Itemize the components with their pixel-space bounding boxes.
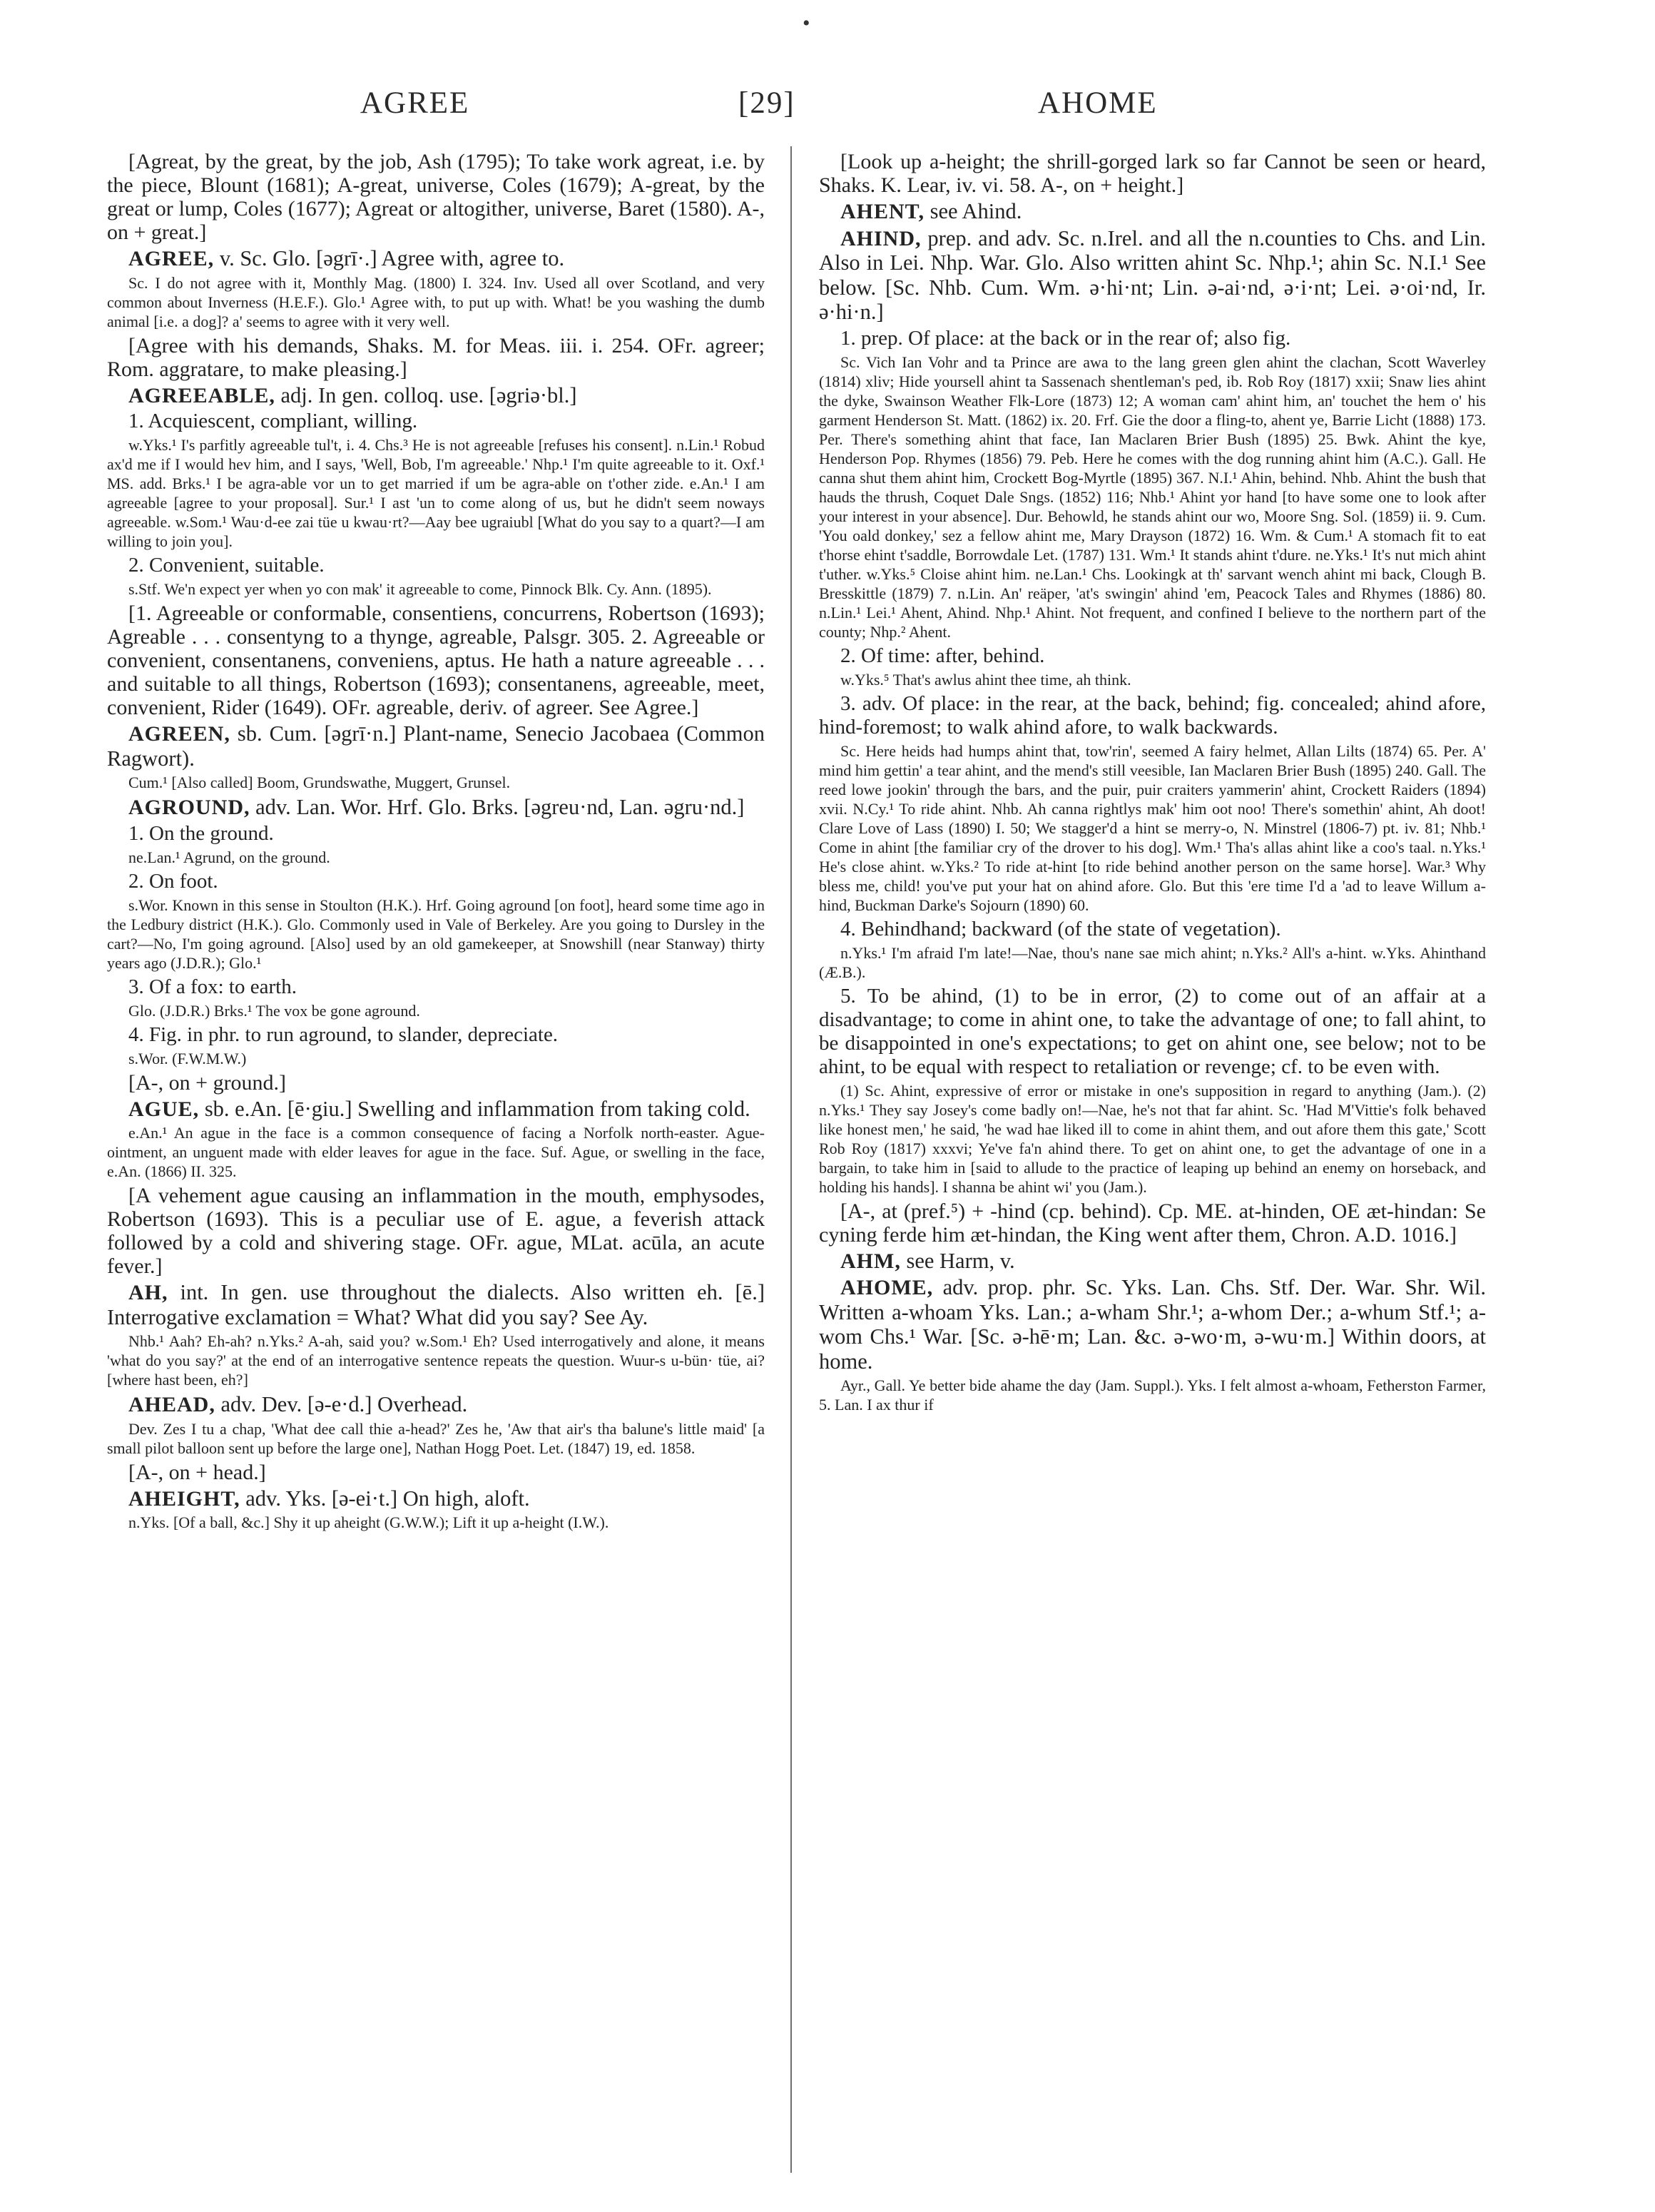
- entry-definition: adv. prop. phr. Sc. Yks. Lan. Chs. Stf. Der. War. Shr. Wil. Written a-whoam Yks. Lan.; a-wham Shr.¹; a-whom Der.; a-whum Stf.¹; a-wom Chs.¹ War. [Sc. ə-hē·m; Lan. &c. ə-wo·m, ə-wu·m.] Within doors, at home.: [819, 1275, 1486, 1374]
- sense-definition: 5. To be ahind, (1) to be in error, (2) to come out of an affair at a disadvantage; to come in ahint one, to take the advantage of one; to fall ahint, to be disappointed in one's expectations; to get on ahint one, see below; not to be ahint, to be equal with respect to retaliation or revenge; cf. to be even with.: [819, 984, 1486, 1078]
- headword: AGREEABLE,: [128, 383, 275, 407]
- quotation-block: s.Wor. Known in this sense in Stoulton (H.K.). Hrf. Going aground [on foot], heard some time ago in the Ledbury district (H.K.). Glo. Commonly used in Vale of Berkeley. Are you going to Dursley in the cart?—No, I'm going aground. [Also] used by an old gamekeeper, at Snowshill (near Stanway) thirty years ago (J.D.R.); Glo.¹: [107, 896, 765, 972]
- quotation-block: ne.Lan.¹ Agrund, on the ground.: [128, 848, 330, 866]
- sense-definition: 2. On foot.: [128, 869, 218, 893]
- sense-definition: 4. Fig. in phr. to run aground, to slander, depreciate.: [128, 1023, 559, 1046]
- entry-definition: adv. Lan. Wor. Hrf. Glo. Brks. [əgreu·nd, Lan. əgru·nd.]: [250, 795, 745, 819]
- dictionary-entry: [107, 795, 765, 820]
- header-first-headword: AGREE: [360, 86, 470, 120]
- quotation-block: w.Yks.¹ I's parfitly agreeable tul't, i. 4. Chs.³ He is not agreeable [refuses his consent]. n.Lin.¹ Robud ax'd me if I would hev him, and I says, 'Well, Bob, I'm agreeable.' Nhp.¹ I'm quite agreeable to it. Oxf.¹ MS. add. Brks.¹ I be agra-able vor un to get married if um be agra-able on t'other zide. e.An.¹ I am agreeable [agree to your proposal]. Sur.¹ I ast 'un to come along of us, but he didn't seem noways agreeable. w.Som.¹ Wau·d-ee zai tüe u kwau·rt?—Aay bee ugraiubl [What do you say to a quart?—I am willing to join you].: [107, 436, 765, 550]
- dictionary-entry: [819, 1249, 1486, 1274]
- entry-definition: see Ahind.: [924, 199, 1022, 223]
- page-speck: •: [803, 11, 810, 35]
- entry-definition: v. Sc. Glo. [əgrī·.] Agree with, agree to.: [214, 246, 565, 270]
- quotation-block: (1) Sc. Ahint, expressive of error or mistake in one's supposition in regard to anything (Jam.). (2) n.Yks.¹ They say Josey's come badly on!—Nae, he's not that far ahint. Sc. 'Had M'Vittie's folk behaved like honest men,' he said, 'he wad hae liked ill to come in ahint them, and out afore them this gate,' Scott Rob Roy (1817) xxxvi; Ye've fa'n ahind there. To get on ahint one, to get the advantage of one in a bargain, to take him in [said to allude to the practice of leaping up behind an enemy on horseback, and holding his hands]. I shanna be ahint wi' you (Jam.).: [819, 1081, 1486, 1196]
- headword: AGROUND,: [128, 796, 250, 819]
- dictionary-entry: [107, 1486, 765, 1511]
- dictionary-entry: [107, 1097, 765, 1122]
- dictionary-entry: [107, 721, 765, 771]
- quotation-block: Ayr., Gall. Ye better bide ahame the day (Jam. Suppl.). Yks. I felt almost a-whoam, Fetherston Farmer, 5. Lan. I ax thur if: [819, 1376, 1486, 1414]
- entry-definition: adv. Dev. [ə-e·d.] Overhead.: [215, 1392, 468, 1416]
- right-column: [819, 150, 1486, 2169]
- headword: AGUE,: [128, 1097, 200, 1121]
- etymology-note: [Agreat, by the great, by the job, Ash (1795); To take work agreat, i.e. by the piece, Blount (1681); A-great, universe, Coles (1679); A-great, by the great or lump, Coles (1677); Agreat or altogither, universe, Baret (1580). A-, on + great.]: [107, 150, 765, 244]
- dictionary-entry: [819, 199, 1486, 224]
- quotation-block: Glo. (J.D.R.) Brks.¹ The vox be gone aground.: [128, 1001, 420, 1020]
- entry-definition: adv. Yks. [ə-ei·t.] On high, aloft.: [240, 1486, 530, 1511]
- entry-definition: see Harm, v.: [900, 1248, 1015, 1273]
- quotation-block: Sc. I do not agree with it, Monthly Mag. (1800) I. 324. Inv. Used all over Scotland, and very common about Inverness (H.E.F.). Glo.¹ Agree with, to put up with. What! be you washing the dumb animal [i.e. a dog]? a' seems to agree with it very well.: [107, 273, 765, 330]
- entry-definition: prep. and adv. Sc. n.Irel. and all the n.counties to Chs. and Lin. Also in Lei. Nhp. War. Glo. Also written ahint Sc. Nhp.¹; ahin Sc. N.I.¹ See below. [Sc. Nhb. Cum. Wm. ə·hi·nt; Lin. ə-ai·nd, ə·i·nt; Lei. ə·oi·nd, Ir. ə·hi·n.]: [819, 225, 1486, 324]
- header-page-number: [29]: [738, 86, 795, 120]
- sense-definition: 4. Behindhand; backward (of the state of vegetation).: [840, 917, 1281, 940]
- etymology-note: [A vehement ague causing an inflammation in the mouth, emphysodes, Robertson (1693). This is a peculiar use of E. ague, a feverish attack followed by a cold and shivering stage. OFr. ague, MLat. acūla, an acute fever.]: [107, 1184, 765, 1278]
- quotation-block: n.Yks.¹ I'm afraid I'm late!—Nae, thou's nane sae mich ahint; n.Yks.² All's a-hint. w.Yks. Ahinthand (Æ.B.).: [819, 943, 1486, 981]
- etymology-note: [1. Agreeable or conformable, consentiens, concurrens, Robertson (1693); Agreable . . . consentyng to a thynge, agreable, Palsgr. 305. 2. Agreeable or convenient, consentanens, conveniens, aptus. He hath a nature agreeable . . . and suitable to all things, Robertson (1693); consentanens, agreeable, meet, convenient, Rider (1649). OFr. agreable, deriv. of agreer. See Agree.]: [107, 602, 765, 719]
- quotation-block: s.Wor. (F.W.M.W.): [128, 1049, 247, 1067]
- sense-definition: 1. prep. Of place: at the back or in the rear of; also fig.: [840, 326, 1291, 350]
- dictionary-entry: [819, 1275, 1486, 1374]
- left-column: [107, 150, 765, 2169]
- etymology-note: [Agree with his demands, Shaks. M. for Meas. iii. i. 254. OFr. agreer; Rom. aggratare, to make pleasing.]: [107, 333, 765, 381]
- sense-definition: 3. adv. Of place: in the rear, at the back, behind; fig. concealed; ahind afore, hind-foremost; to walk ahind afore, to walk backwards.: [819, 691, 1486, 739]
- header-last-headword: AHOME: [1038, 86, 1158, 120]
- headword: AHEAD,: [128, 1393, 215, 1416]
- dictionary-entry: [107, 1280, 765, 1329]
- dictionary-entry: [819, 226, 1486, 325]
- etymology-note: [A-, on + ground.]: [128, 1070, 287, 1095]
- entry-definition: adj. In gen. colloq. use. [əgriə·bl.]: [275, 382, 577, 407]
- headword: AGREEN,: [128, 722, 230, 746]
- sense-definition: 2. Of time: after, behind.: [840, 644, 1045, 667]
- headword: AH,: [128, 1281, 168, 1304]
- entry-definition: sb. Cum. [əgrī·n.] Plant-name, Senecio Jacobaea (Common Ragwort).: [107, 721, 765, 771]
- entry-definition: sb. e.An. [ē·giu.] Swelling and inflammation from taking cold.: [199, 1096, 750, 1121]
- quotation-block: Dev. Zes I tu a chap, 'What dee call thie a-head?' Zes he, 'Aw that air's tha balune's little maid' [a small pilot balloon sent up before the large one], Nathan Hogg Poet. Let. (1847) 19, ed. 1858.: [107, 1419, 765, 1457]
- dictionary-entry: [107, 246, 765, 271]
- etymology-note: [A-, at (pref.⁵) + -hind (cp. behind). Cp. ME. at-hinden, OE æt-hindan: Se cyning ferde him æt-hindan, the King went after them, Chron. A.D. 1016.]: [819, 1199, 1486, 1247]
- quotation-block: Nhb.¹ Aah? Eh-ah? n.Yks.² A-ah, said you? w.Som.¹ Eh? Used interrogatively and alone, it means 'what do you say?' at the end of an interrogative sentence repeats the question. Wuur-s u-bün· tüe, ai? [where hast been, eh?]: [107, 1332, 765, 1389]
- headword: AGREE,: [128, 247, 215, 270]
- column-divider: [790, 146, 792, 2173]
- headword: AHEIGHT,: [128, 1486, 240, 1511]
- quotation-block: s.Stf. We'n expect yer when yo con mak' it agreeable to come, Pinnock Blk. Cy. Ann. (1895).: [128, 580, 712, 598]
- quotation-block: w.Yks.⁵ That's awlus ahint thee time, ah think.: [840, 670, 1131, 689]
- etymology-note: [A-, on + head.]: [128, 1460, 266, 1484]
- quotation-block: n.Yks. [Of a ball, &c.] Shy it up aheight (G.W.W.); Lift it up a-height (I.W.).: [128, 1513, 609, 1531]
- quotation-block: e.An.¹ An ague in the face is a common consequence of facing a Norfolk north-easter. Ague-ointment, an unguent made with elder leaves for ague in the face. Suf. Ague, or swelling in the face, e.An. (1866) II. 325.: [107, 1124, 765, 1180]
- sense-definition: 3. Of a fox: to earth.: [128, 975, 297, 998]
- sense-definition: 2. Convenient, suitable.: [128, 554, 325, 577]
- headword: AHOME,: [840, 1276, 934, 1299]
- dictionary-entry: [107, 1392, 765, 1417]
- headword: AHIND,: [840, 226, 922, 250]
- quotation-block: Sc. Here heids had humps ahint that, tow'rin', seemed A fairy helmet, Allan Lilts (1874) 65. Per. A' mind him gettin' a tear ahint, and the mend's still veesible, Ian Maclaren Brier Bush (1895) 240. Gall. The reed lowe jookin' through the bars, and the puir, puir craiters yammerin' ahint, Crockett Raiders (1894) xvii. N.Cy.¹ To ride ahint. Nhb. Ah canna rightlys mak' him oot noo! There's somethin' ahint, Ah doot! Clare Love of Lass (1890) I. 50; We stagger'd a hint se merry-o, N. Minstrel (1806-7) pt. iv. 81; Nhb.¹ Come in ahint [the familiar cry of the drover to his dog]. Wm.¹ Tha's allas ahint like a coo's taal. n.Yks.¹ He's close ahint. w.Yks.² To ride at-hint [to ride behind another person on the same horse]. War.³ Why bless me, child! you've put your hat on ahind afore. Glo. But this 'ere time I'd a 'ad to leave Willum a-hind, Buckman Darke's Sojourn (1890) 60.: [819, 741, 1486, 914]
- quotation-block: Cum.¹ [Also called] Boom, Grundswathe, Muggert, Grunsel.: [128, 773, 511, 791]
- entry-definition: int. In gen. use throughout the dialects. Also written eh. [ē.] Interrogative exclamation = What? What did you say? See Ay.: [107, 1280, 765, 1329]
- headword: AHM,: [840, 1249, 901, 1273]
- sense-definition: 1. Acquiescent, compliant, willing.: [128, 410, 418, 432]
- headword: AHENT,: [840, 200, 925, 223]
- dictionary-entry: [107, 383, 765, 408]
- etymology-note: [Look up a-height; the shrill-gorged lark so far Cannot be seen or heard, Shaks. K. Lear, iv. vi. 58. A-, on + height.]: [819, 150, 1486, 197]
- sense-definition: 1. On the ground.: [128, 821, 274, 845]
- running-header: [107, 86, 1491, 128]
- quotation-block: Sc. Vich Ian Vohr and ta Prince are awa to the lang green glen ahint the clachan, Scott Waverley (1814) xliv; Hide yoursell ahint ta Sassenach shentleman's ped, ib. Rob Roy (1817) xxii; Snaw lies ahint the dyke, Swainson Weather Flk-Lore (1873) 12; A woman cam' ahint him, an' touchet the hem o' his garment Henderson St. Matt. (1862) ix. 20. Frf. Gie the door a fling-to, ahent ye, Barrie Licht (1888) 173. Per. There's something ahint that face, Ian Maclaren Brier Bush (1895) 25. Bwk. Ahint the kye, Henderson Pop. Rhymes (1856) 79. Peb. Here he comes with the dog running ahint him (A.C.). Gall. He canna shut them ahint him, Crockett Bog-Myrtle (1895) 367. N.I.¹ Ahin, behind. Nhb. Ahint the bush that hauds the thrush, Coquet Dale Sngs. (1852) 116; Nhb.¹ Ahint yor hand [to have some one to look after your interest in your absence]. Dur. Behowld, he stands ahint our wo, Moore Sng. Sol. (1859) ii. 9. Cum. 'You oald donkey,' sez a fellow ahint me, Mary Drayson (1872) 16. Wm. & Cum.¹ A stomach fit to eat t'horse ehint t'saddle, Borrowdale Let. (1787) 131. Wm.¹ It stands ahint t'dure. ne.Yks.¹ It's nut mich ahint t'uther. w.Yks.⁵ Cloise ahint him. ne.Lan.¹ Chs. Lookingk at th' sarvant wench ahint mi back, Clough B. Bresskittle (1879) 7. n.Lin. An' reäper, 'at's swingin' ahind 'em, Peacock Tales and Rhymes (1886) 80. n.Lin.¹ Lei.¹ Ahent, Ahind. Nhp.¹ Ahint. Not frequent, and confined I believe to the northern part of the county; Nhp.² Ahent.: [819, 352, 1486, 641]
